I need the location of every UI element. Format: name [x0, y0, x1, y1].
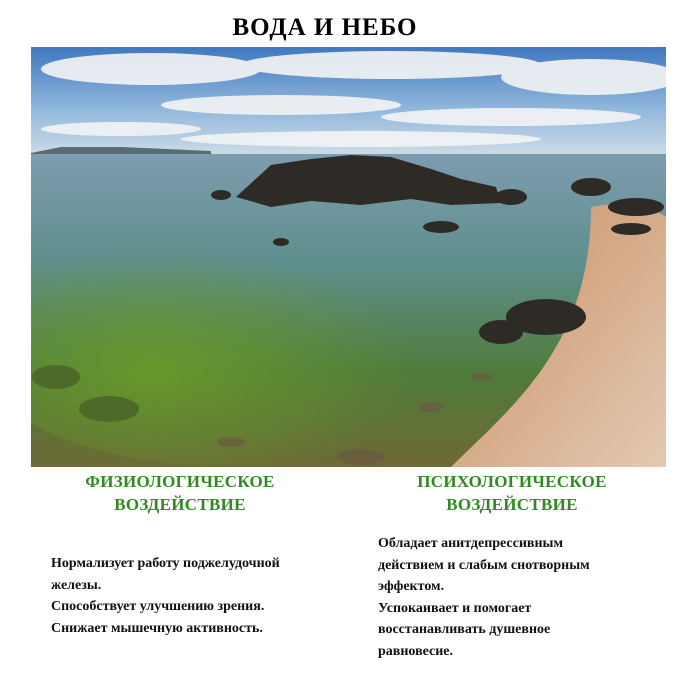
- page-title: ВОДА И НЕБО: [232, 14, 418, 41]
- physiological-heading-line1: ФИЗИОЛОГИЧЕСКОЕ: [85, 472, 275, 491]
- psychological-line: Обладает анитдепрессивным: [378, 536, 564, 551]
- physiological-line: Нормализует работу поджелудочной: [51, 556, 280, 571]
- psychological-heading-line1: ПСИХОЛОГИЧЕСКОЕ: [417, 472, 607, 491]
- physiological-line: Способствует улучшению зрения.: [51, 599, 265, 614]
- photo-illustration: [31, 47, 666, 467]
- physiological-text: [51, 553, 371, 639]
- physiological-line: железы.: [51, 577, 102, 593]
- psychological-line: восстанавливать душевное: [378, 622, 551, 637]
- psychological-line: эффектом.: [378, 579, 445, 594]
- psychological-heading-line2: ВОЗДЕЙСТВИЕ: [446, 495, 578, 514]
- psychological-line: Успокаивает и помогает: [378, 600, 532, 616]
- psychological-line: действием и слабым снотворным: [378, 557, 590, 573]
- psychological-text: [378, 533, 678, 662]
- physiological-heading: [40, 470, 320, 516]
- psychological-heading: [372, 470, 652, 516]
- physiological-heading-line2: ВОЗДЕЙСТВИЕ: [114, 495, 246, 514]
- psychological-line: равновесие.: [378, 643, 454, 659]
- sea-shore-photo: [31, 47, 666, 467]
- physiological-line: Снижает мышечную активность.: [51, 620, 263, 636]
